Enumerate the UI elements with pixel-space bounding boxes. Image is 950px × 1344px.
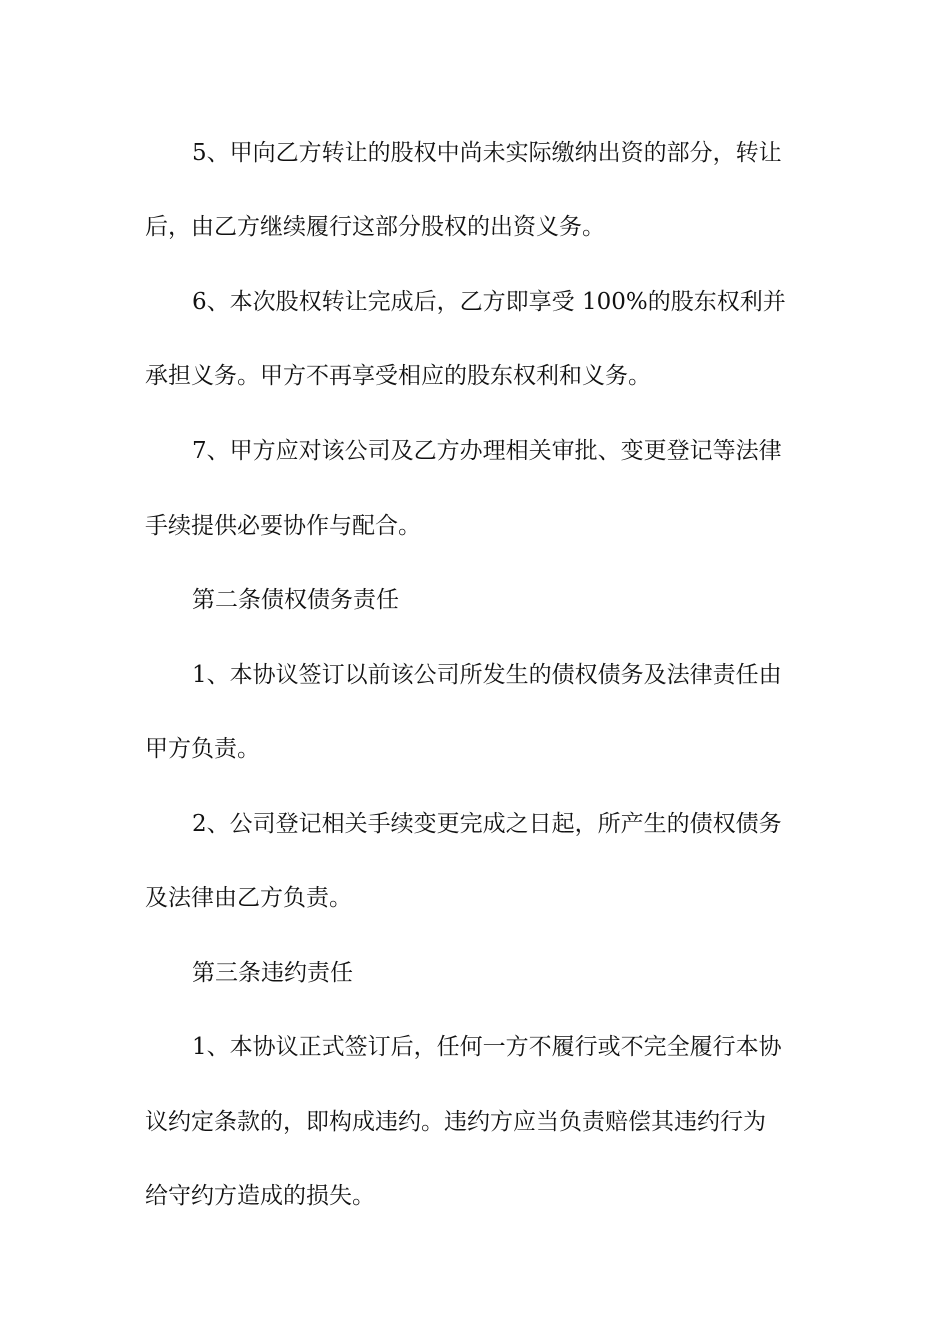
- article-3-clause-1-line-2: 议约定条款的，即构成违约。违约方应当负责赔偿其违约行为: [145, 1109, 766, 1135]
- article-2-clause-1-line-1: 1、本协议签订以前该公司所发生的债权债务及法律责任由: [192, 662, 782, 688]
- clause-7-line-2: 手续提供必要协作与配合。: [145, 513, 421, 539]
- article-3-heading: 第三条违约责任: [192, 960, 353, 986]
- clause-5-line-1: 5、甲向乙方转让的股权中尚未实际缴纳出资的部分，转让: [192, 140, 782, 166]
- clause-6-line-1: 6、本次股权转让完成后，乙方即享受 100%的股东权利并: [192, 289, 786, 315]
- article-3-clause-1-line-1: 1、本协议正式签订后，任何一方不履行或不完全履行本协: [192, 1034, 782, 1060]
- article-2-clause-2-line-1: 2、公司登记相关手续变更完成之日起，所产生的债权债务: [192, 811, 782, 837]
- clause-7-line-1: 7、甲方应对该公司及乙方办理相关审批、变更登记等法律: [192, 438, 782, 464]
- article-2-heading: 第二条债权债务责任: [192, 587, 399, 613]
- clause-6-line-2: 承担义务。甲方不再享受相应的股东权利和义务。: [145, 363, 651, 389]
- article-2-clause-2-line-2: 及法律由乙方负责。: [145, 885, 352, 911]
- article-2-clause-1-line-2: 甲方负责。: [145, 736, 260, 762]
- clause-5-line-2: 后，由乙方继续履行这部分股权的出资义务。: [145, 214, 605, 240]
- article-3-clause-1-line-3: 给守约方造成的损失。: [145, 1183, 375, 1209]
